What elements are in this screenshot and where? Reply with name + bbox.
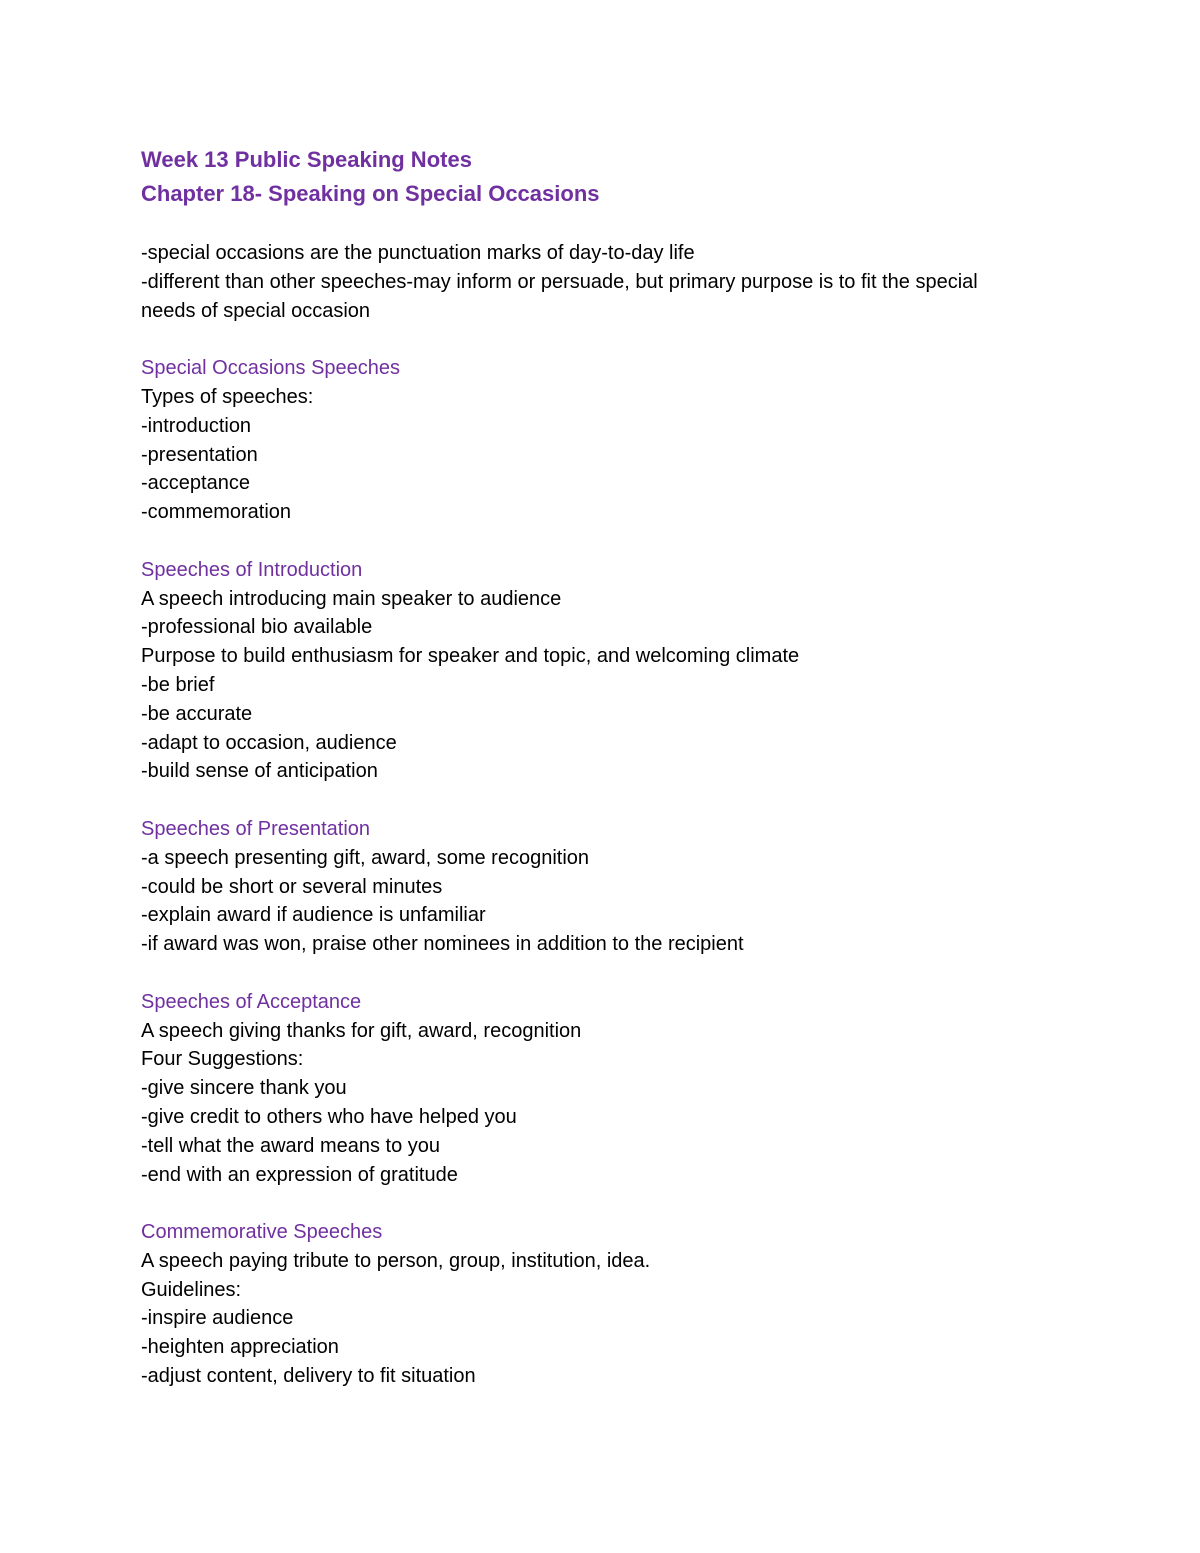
document-page — [141, 143, 1081, 1391]
section-line: A speech paying tribute to person, group, institution, idea. — [141, 1249, 651, 1272]
section-line: -could be short or several minutes — [141, 875, 443, 898]
section-commemorative — [141, 1218, 1081, 1391]
section-line: -tell what the award means to you — [141, 1134, 441, 1157]
section-line: -if award was won, praise other nominees in addition to the recipient — [141, 933, 744, 956]
section-heading: Special Occasions Speeches — [141, 357, 401, 380]
document-title: Week 13 Public Speaking Notes — [141, 147, 472, 172]
section-line: Purpose to build enthusiasm for speaker and topic, and welcoming climate — [141, 645, 800, 668]
section-line: Guidelines: — [141, 1278, 242, 1301]
section-line: -acceptance — [141, 472, 250, 495]
intro-block — [141, 239, 1081, 325]
section-line: -give credit to others who have helped you — [141, 1105, 517, 1128]
intro-line: -special occasions are the punctuation marks of day-to-day life — [141, 242, 695, 264]
section-line: -be accurate — [141, 702, 253, 725]
section-line: -be brief — [141, 673, 215, 696]
section-line: -presentation — [141, 443, 258, 466]
section-heading: Commemorative Speeches — [141, 1221, 383, 1244]
section-heading: Speeches of Acceptance — [141, 990, 362, 1013]
intro-line: -different than other speeches-may inform or persuade, but primary purpose is to fit the special — [141, 270, 978, 293]
section-line: -heighten appreciation — [141, 1336, 339, 1359]
section-special-occasions — [141, 354, 1081, 527]
section-line: -end with an expression of gratitude — [141, 1163, 458, 1186]
section-line: -professional bio available — [141, 616, 373, 639]
section-line: Four Suggestions: — [141, 1048, 304, 1071]
section-line: -adapt to occasion, audience — [141, 731, 397, 754]
section-line: -give sincere thank you — [141, 1077, 347, 1100]
section-line: -introduction — [141, 414, 252, 437]
section-line: -build sense of anticipation — [141, 760, 378, 783]
section-heading: Speeches of Introduction — [141, 558, 363, 581]
section-line: A speech giving thanks for gift, award, recognition — [141, 1019, 582, 1042]
section-line: -commemoration — [141, 501, 292, 524]
section-line: A speech introducing main speaker to audience — [141, 587, 562, 610]
section-line: -a speech presenting gift, award, some recognition — [141, 846, 590, 869]
section-line: Types of speeches: — [141, 385, 314, 408]
section-heading: Speeches of Presentation — [141, 817, 371, 840]
section-line: -explain award if audience is unfamiliar — [141, 904, 486, 927]
section-presentation — [141, 815, 1081, 959]
section-line: -adjust content, delivery to fit situation — [141, 1365, 476, 1388]
section-acceptance — [141, 988, 1081, 1190]
section-line: -inspire audience — [141, 1307, 294, 1330]
section-introduction — [141, 556, 1081, 786]
intro-line: needs of special occasion — [141, 299, 371, 322]
document-subtitle: Chapter 18- Speaking on Special Occasions — [141, 181, 600, 206]
